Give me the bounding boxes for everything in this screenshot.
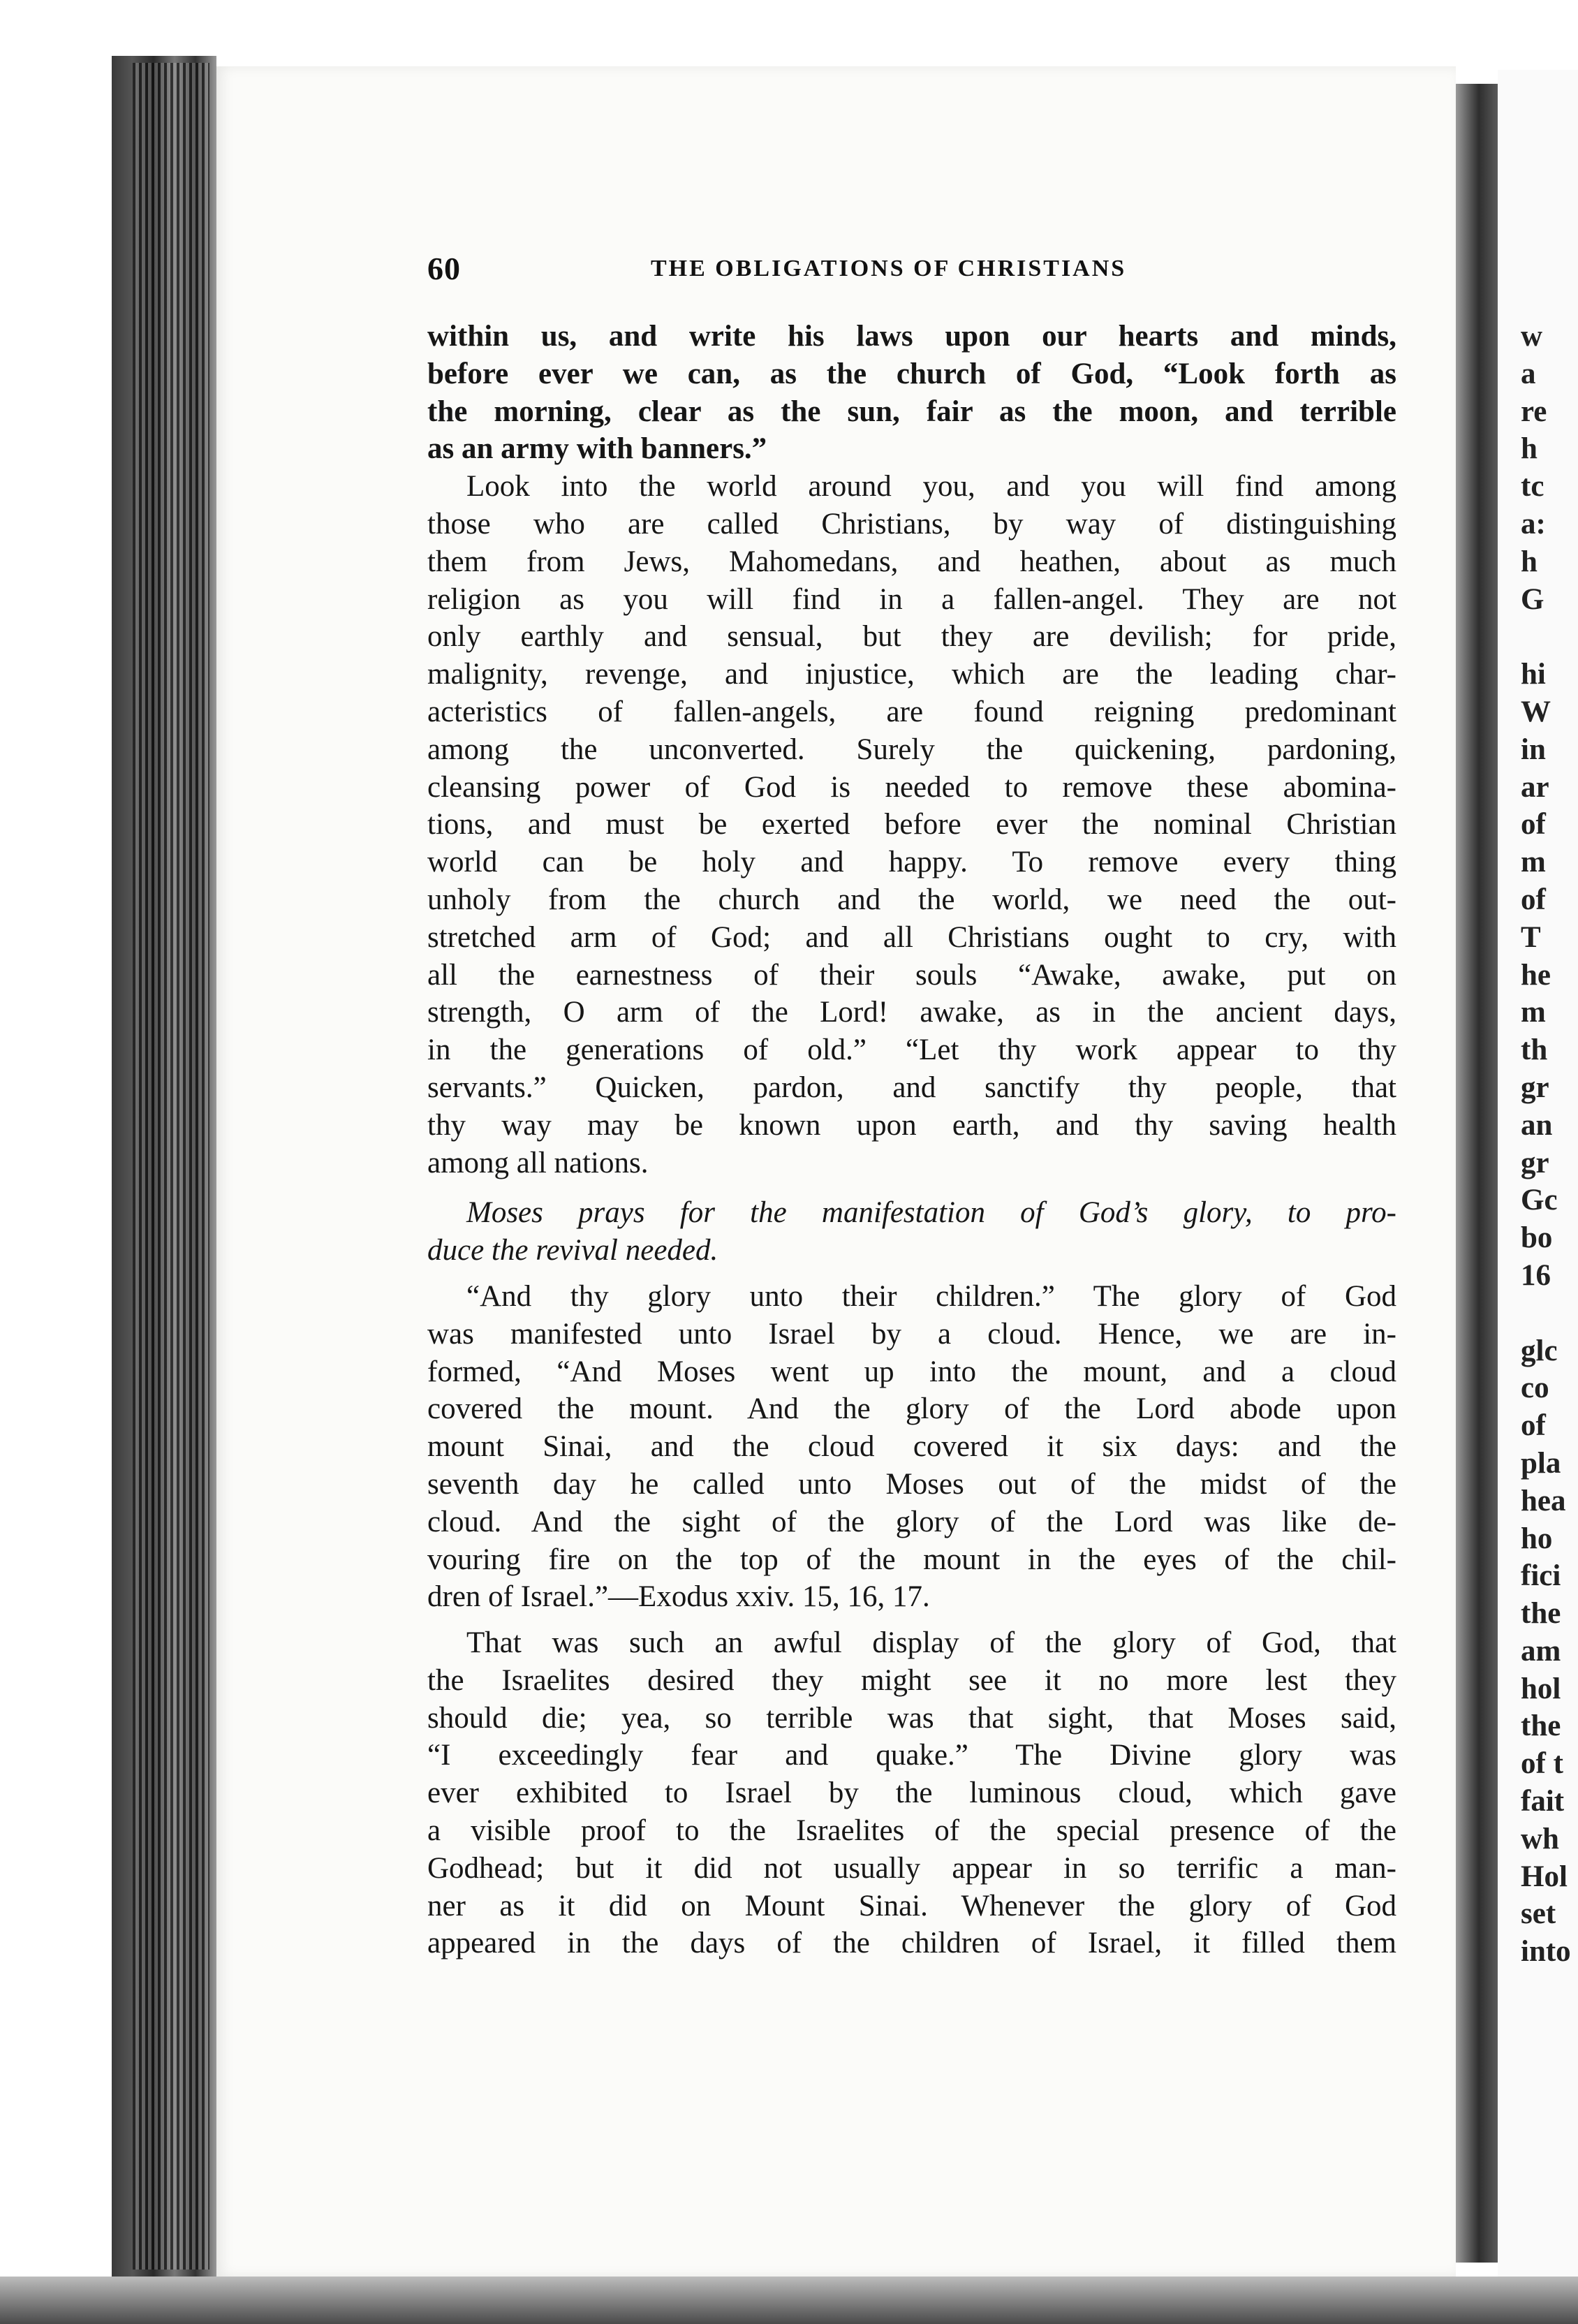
text-line: among the unconverted. Surely the quickening, pardoning, bbox=[427, 733, 1396, 766]
facing-page-fragment: pla bbox=[1521, 1446, 1561, 1480]
facing-page-fragment: Hol bbox=[1521, 1860, 1568, 1893]
book-gutter-shadow bbox=[1456, 84, 1498, 2263]
text-line: cloud. And the sight of the glory of the Lord was like de- bbox=[427, 1505, 1396, 1538]
text-line: cleansing power of God is needed to remove these abomina- bbox=[427, 770, 1396, 804]
facing-page-fragment: fait bbox=[1521, 1785, 1565, 1818]
text-line: tions, and must be exerted before ever the nominal Christian bbox=[427, 808, 1396, 841]
facing-page-fragment: Gc bbox=[1521, 1184, 1558, 1217]
text-line: in the generations of old.” “Let thy work appear to thy bbox=[427, 1034, 1396, 1067]
text-line: vouring fire on the top of the mount in the eyes of the chil- bbox=[427, 1543, 1396, 1576]
facing-page-fragment: gr bbox=[1521, 1071, 1549, 1104]
text-line: Godhead; but it did not usually appear in so terrific a man- bbox=[427, 1851, 1396, 1885]
facing-page-fragment: bo bbox=[1521, 1221, 1553, 1255]
facing-page-fragment: of t bbox=[1521, 1747, 1563, 1781]
paragraph-2 bbox=[427, 468, 1396, 1182]
paragraph-3 bbox=[427, 1278, 1396, 1616]
facing-page-fragment: the bbox=[1521, 1597, 1561, 1631]
facing-page-fragment bbox=[1521, 618, 1571, 656]
body-text bbox=[427, 318, 1396, 1962]
facing-page-fragment: ar bbox=[1521, 770, 1549, 804]
text-line: only earthly and sensual, but they are devilish; for pride, bbox=[427, 620, 1396, 654]
text-line: dren of Israel.”—Exodus xxiv. 15, 16, 17. bbox=[427, 1580, 930, 1614]
facing-page-fragment: gr bbox=[1521, 1146, 1549, 1179]
text-line: religion as you will find in a fallen-angel. They are not bbox=[427, 582, 1396, 616]
running-head: THE OBLIGATIONS OF CHRISTIANS bbox=[651, 256, 1127, 281]
facing-page-fragment: w bbox=[1521, 320, 1543, 353]
facing-page-fragment: co bbox=[1521, 1371, 1549, 1405]
text-line: “I exceedingly fear and quake.” The Divine glory was bbox=[427, 1739, 1396, 1772]
text-line: those who are called Christians, by way of distinguishing bbox=[427, 507, 1396, 540]
text-line: unholy from the church and the world, we need the out- bbox=[427, 883, 1396, 916]
facing-page-fragment: he bbox=[1521, 958, 1551, 992]
text-line: should die; yea, so terrible was that sight, that Moses said, bbox=[427, 1701, 1396, 1735]
page-number: 60 bbox=[427, 251, 461, 286]
text-line: mount Sinai, and the cloud covered it six days: and the bbox=[427, 1430, 1396, 1464]
paragraph-4 bbox=[427, 1624, 1396, 1962]
text-line: ever exhibited to Israel by the luminous cloud, which gave bbox=[427, 1777, 1396, 1810]
text-line: covered the mount. And the glory of the Lord abode upon bbox=[427, 1392, 1396, 1426]
text-line: stretched arm of God; and all Christians ought to cry, with bbox=[427, 920, 1396, 954]
facing-page-fragment: m bbox=[1521, 996, 1546, 1029]
facing-page-fragment: hol bbox=[1521, 1672, 1561, 1705]
facing-page-fragment: into bbox=[1521, 1935, 1571, 1969]
text-line: them from Jews, Mahomedans, and heathen, about as much bbox=[427, 545, 1396, 578]
text-line: world can be holy and happy. To remove every thing bbox=[427, 846, 1396, 879]
facing-page-fragment: a bbox=[1521, 357, 1536, 390]
facing-page-fragment: am bbox=[1521, 1634, 1561, 1668]
facing-page-fragment: h bbox=[1521, 432, 1538, 466]
text-line: as an army with banners.” bbox=[427, 432, 767, 466]
scan-bottom-edge bbox=[0, 2277, 1578, 2324]
facing-page-fragment: an bbox=[1521, 1108, 1553, 1142]
facing-page-fragment: ho bbox=[1521, 1522, 1553, 1555]
facing-page-fragment: wh bbox=[1521, 1822, 1559, 1855]
text-line: servants.” Quicken, pardon, and sanctify thy people, that bbox=[427, 1071, 1396, 1104]
text-line: ner as it did on Mount Sinai. Whenever the glory of God bbox=[427, 1889, 1396, 1922]
text-line: the Israelites desired they might see it no more lest they bbox=[427, 1663, 1396, 1697]
facing-page-fragment: re bbox=[1521, 395, 1547, 428]
facing-page-fragment: 16 bbox=[1521, 1258, 1551, 1292]
text-line: was manifested unto Israel by a cloud. Hence, we are in- bbox=[427, 1317, 1396, 1351]
text-line: a visible proof to the Israelites of the special presence of the bbox=[427, 1814, 1396, 1848]
text-line: within us, and write his laws upon our hearts and minds, bbox=[427, 320, 1396, 353]
facing-page-fragment: h bbox=[1521, 545, 1538, 578]
facing-page-fragment: of bbox=[1521, 808, 1546, 841]
text-line: malignity, revenge, and injustice, which are the leading char- bbox=[427, 658, 1396, 691]
facing-page-fragment: hea bbox=[1521, 1484, 1566, 1517]
text-line: the morning, clear as the sun, fair as the moon, and terrible bbox=[427, 395, 1396, 428]
facing-page-fragment: a: bbox=[1521, 507, 1546, 540]
facing-page-fragment: T bbox=[1521, 920, 1541, 954]
text-line: before ever we can, as the church of God, “Look forth as bbox=[427, 357, 1396, 390]
facing-page-text-fragments bbox=[1521, 318, 1571, 1971]
facing-page-fragment: W bbox=[1521, 695, 1551, 728]
paragraph-1 bbox=[427, 318, 1396, 468]
text-line: thy way may be known upon earth, and thy saving health bbox=[427, 1108, 1396, 1142]
text-line: among all nations. bbox=[427, 1146, 649, 1179]
facing-page-fragment: in bbox=[1521, 733, 1546, 766]
text-line: formed, “And Moses went up into the mount, and a cloud bbox=[427, 1355, 1396, 1388]
section-heading bbox=[427, 1194, 1396, 1270]
text-line: seventh day he called unto Moses out of the midst of the bbox=[427, 1467, 1396, 1501]
facing-page-fragment bbox=[1521, 1295, 1571, 1332]
facing-page-fragment: tc bbox=[1521, 470, 1544, 503]
book-page-edge-stripes bbox=[133, 63, 209, 2270]
text-line: “And thy glory unto their children.” The glory of God bbox=[466, 1279, 1396, 1313]
facing-page-fragment: th bbox=[1521, 1034, 1548, 1067]
page-header bbox=[427, 250, 1396, 292]
facing-page-fragment: set bbox=[1521, 1897, 1556, 1931]
facing-page-fragment: hi bbox=[1521, 658, 1546, 691]
facing-page-fragment: fici bbox=[1521, 1559, 1561, 1593]
text-line: all the earnestness of their souls “Awake, awake, put on bbox=[427, 958, 1396, 992]
scan-top-margin bbox=[0, 0, 1578, 56]
text-line: duce the revival needed. bbox=[427, 1234, 718, 1267]
facing-page-fragment: of bbox=[1521, 1409, 1546, 1443]
facing-page-fragment: m bbox=[1521, 846, 1546, 879]
facing-page-fragment: glc bbox=[1521, 1334, 1558, 1367]
text-line: Moses prays for the manifestation of God’s glory, to pro- bbox=[466, 1196, 1396, 1230]
facing-page-fragment: G bbox=[1521, 582, 1544, 616]
text-line: acteristics of fallen-angels, are found reigning predominant bbox=[427, 695, 1396, 728]
text-line: That was such an awful display of the glory of God, that bbox=[466, 1626, 1396, 1660]
facing-page-fragment: of bbox=[1521, 883, 1546, 916]
text-line: Look into the world around you, and you will find among bbox=[466, 470, 1396, 503]
text-line: appeared in the days of the children of Israel, it filled them bbox=[427, 1927, 1396, 1960]
text-line: strength, O arm of the Lord! awake, as in the ancient days, bbox=[427, 996, 1396, 1029]
facing-page-fragment: the bbox=[1521, 1709, 1561, 1743]
